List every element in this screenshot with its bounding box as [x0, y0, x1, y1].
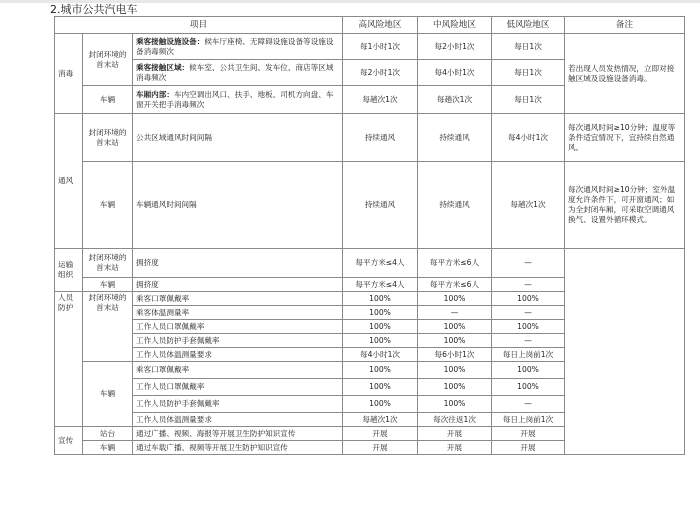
item-cell: 工作人员体温测量要求	[133, 413, 343, 427]
value-high: 100%	[343, 334, 418, 348]
value-mid: 每6小时1次	[418, 348, 492, 362]
table-row	[55, 114, 685, 162]
value-high: 每1小时1次	[343, 34, 418, 60]
value-high: 100%	[343, 379, 418, 396]
value-mid: 100%	[418, 320, 492, 334]
sub-station: 封闭环境的首末站	[83, 114, 133, 162]
category-transport: 运输组织	[55, 249, 83, 292]
value-low: 100%	[492, 379, 565, 396]
value-high: 每趟次1次	[343, 86, 418, 114]
value-low: —	[492, 306, 565, 320]
item-text: 候车室、公共卫生间、发车位、商店等区域消毒频次	[136, 62, 334, 82]
value-mid: 100%	[418, 396, 492, 413]
value-low: 每日1次	[492, 86, 565, 114]
value-mid: 每次往返1次	[418, 413, 492, 427]
value-low: 每日上岗前1次	[492, 348, 565, 362]
value-high: 100%	[343, 306, 418, 320]
item-cell: 工作人员口罩佩戴率	[133, 379, 343, 396]
value-high: 开展	[343, 427, 418, 441]
value-high: 持续通风	[343, 162, 418, 249]
value-low: 每趟次1次	[492, 162, 565, 249]
category-ventilation: 通风	[55, 114, 83, 249]
item-cell: 工作人员防护手套佩戴率	[133, 334, 343, 348]
value-mid: —	[418, 306, 492, 320]
value-high: 每4小时1次	[343, 348, 418, 362]
category-publicity: 宣传	[55, 427, 83, 455]
value-mid: 持续通风	[418, 162, 492, 249]
header-remarks: 备注	[565, 17, 685, 34]
item-cell	[133, 60, 343, 86]
value-high: 每平方米≤4人	[343, 249, 418, 278]
header-mid-risk: 中风险地区	[418, 17, 492, 34]
value-mid: 100%	[418, 362, 492, 379]
value-high: 每2小时1次	[343, 60, 418, 86]
item-cell	[133, 86, 343, 114]
header-high-risk: 高风险地区	[343, 17, 418, 34]
value-low: 每日上岗前1次	[492, 413, 565, 427]
sub-platform: 站台	[83, 427, 133, 441]
sub-vehicle: 车辆	[83, 86, 133, 114]
item-text: 车内空调出风口、扶手、地板、司机方向盘、车窗开关把手消毒频次	[136, 89, 334, 109]
value-mid: 开展	[418, 441, 492, 455]
item-bold: 车厢内部：	[136, 89, 174, 99]
item-cell: 工作人员防护手套佩戴率	[133, 396, 343, 413]
category-disinfect: 消毒	[55, 34, 83, 114]
value-high: 开展	[343, 441, 418, 455]
value-low: 100%	[492, 362, 565, 379]
sub-station: 封闭环境的首末站	[83, 249, 133, 278]
value-low: 100%	[492, 320, 565, 334]
value-high: 100%	[343, 292, 418, 306]
note-ventilation-station: 每次通风时间≥10分钟；温度等条件适宜情况下，宜持续自然通风。	[565, 114, 685, 162]
value-high: 100%	[343, 320, 418, 334]
item-cell: 拥挤度	[133, 278, 343, 292]
item-cell: 公共区域通风时间间隔	[133, 114, 343, 162]
sub-vehicle: 车辆	[83, 441, 133, 455]
sub-station: 封闭环境的首末站	[83, 34, 133, 86]
value-low: 开展	[492, 427, 565, 441]
note-disinfect: 若出现人员发热情况，立即对接触区域及设施设备消毒。	[565, 34, 685, 114]
note-empty	[565, 249, 685, 455]
category-protection: 人员防护	[55, 292, 83, 427]
value-mid: 100%	[418, 379, 492, 396]
item-cell: 车辆通风时间间隔	[133, 162, 343, 249]
value-low: 每4小时1次	[492, 114, 565, 162]
item-cell: 工作人员体温测量要求	[133, 348, 343, 362]
sub-vehicle: 车辆	[83, 362, 133, 427]
item-cell: 乘客体温测量率	[133, 306, 343, 320]
sub-vehicle: 车辆	[83, 162, 133, 249]
header-low-risk: 低风险地区	[492, 17, 565, 34]
item-cell: 通过车载广播、视频等开展卫生防护知识宣传	[133, 441, 343, 455]
value-high: 持续通风	[343, 114, 418, 162]
value-low: —	[492, 396, 565, 413]
value-mid: 100%	[418, 334, 492, 348]
item-cell	[133, 34, 343, 60]
item-bold: 乘客接触区域：	[136, 62, 190, 72]
header-item: 项目	[55, 17, 343, 34]
table-row	[55, 162, 685, 249]
sub-vehicle: 车辆	[83, 278, 133, 292]
table-row	[55, 34, 685, 60]
item-text: 候车厅座椅、无障碍设施设备等设施设备消毒频次	[136, 36, 334, 56]
value-mid: 每趟次1次	[418, 86, 492, 114]
note-ventilation-vehicle: 每次通风时间≥10分钟；室外温度允许条件下，可开窗通风；如为全封闭车厢，可采取空调通风换气、设置外循环模式。	[565, 162, 685, 249]
value-low: —	[492, 334, 565, 348]
value-mid: 持续通风	[418, 114, 492, 162]
value-mid: 每2小时1次	[418, 34, 492, 60]
item-cell: 乘客口罩佩戴率	[133, 362, 343, 379]
value-mid: 100%	[418, 292, 492, 306]
value-high: 100%	[343, 396, 418, 413]
value-low: 每日1次	[492, 60, 565, 86]
section-title: 2.城市公共汽电车	[50, 3, 138, 16]
value-mid: 每平方米≤6人	[418, 249, 492, 278]
value-high: 每平方米≤4人	[343, 278, 418, 292]
value-low: 开展	[492, 441, 565, 455]
value-low: 100%	[492, 292, 565, 306]
value-mid: 每4小时1次	[418, 60, 492, 86]
bus-measures-table	[54, 16, 685, 455]
item-bold: 乘客接触设施设备：	[136, 36, 205, 46]
header-row	[55, 17, 685, 34]
item-cell: 通过广播、视频、海报等开展卫生防护知识宣传	[133, 427, 343, 441]
value-high: 每趟次1次	[343, 413, 418, 427]
value-high: 100%	[343, 362, 418, 379]
value-mid: 每平方米≤6人	[418, 278, 492, 292]
value-mid: 开展	[418, 427, 492, 441]
item-cell: 拥挤度	[133, 249, 343, 278]
item-cell: 乘客口罩佩戴率	[133, 292, 343, 306]
value-low: —	[492, 249, 565, 278]
item-cell: 工作人员口罩佩戴率	[133, 320, 343, 334]
sub-station: 封闭环境的首末站	[83, 292, 133, 362]
value-low: —	[492, 278, 565, 292]
value-low: 每日1次	[492, 34, 565, 60]
table-row	[55, 249, 685, 278]
